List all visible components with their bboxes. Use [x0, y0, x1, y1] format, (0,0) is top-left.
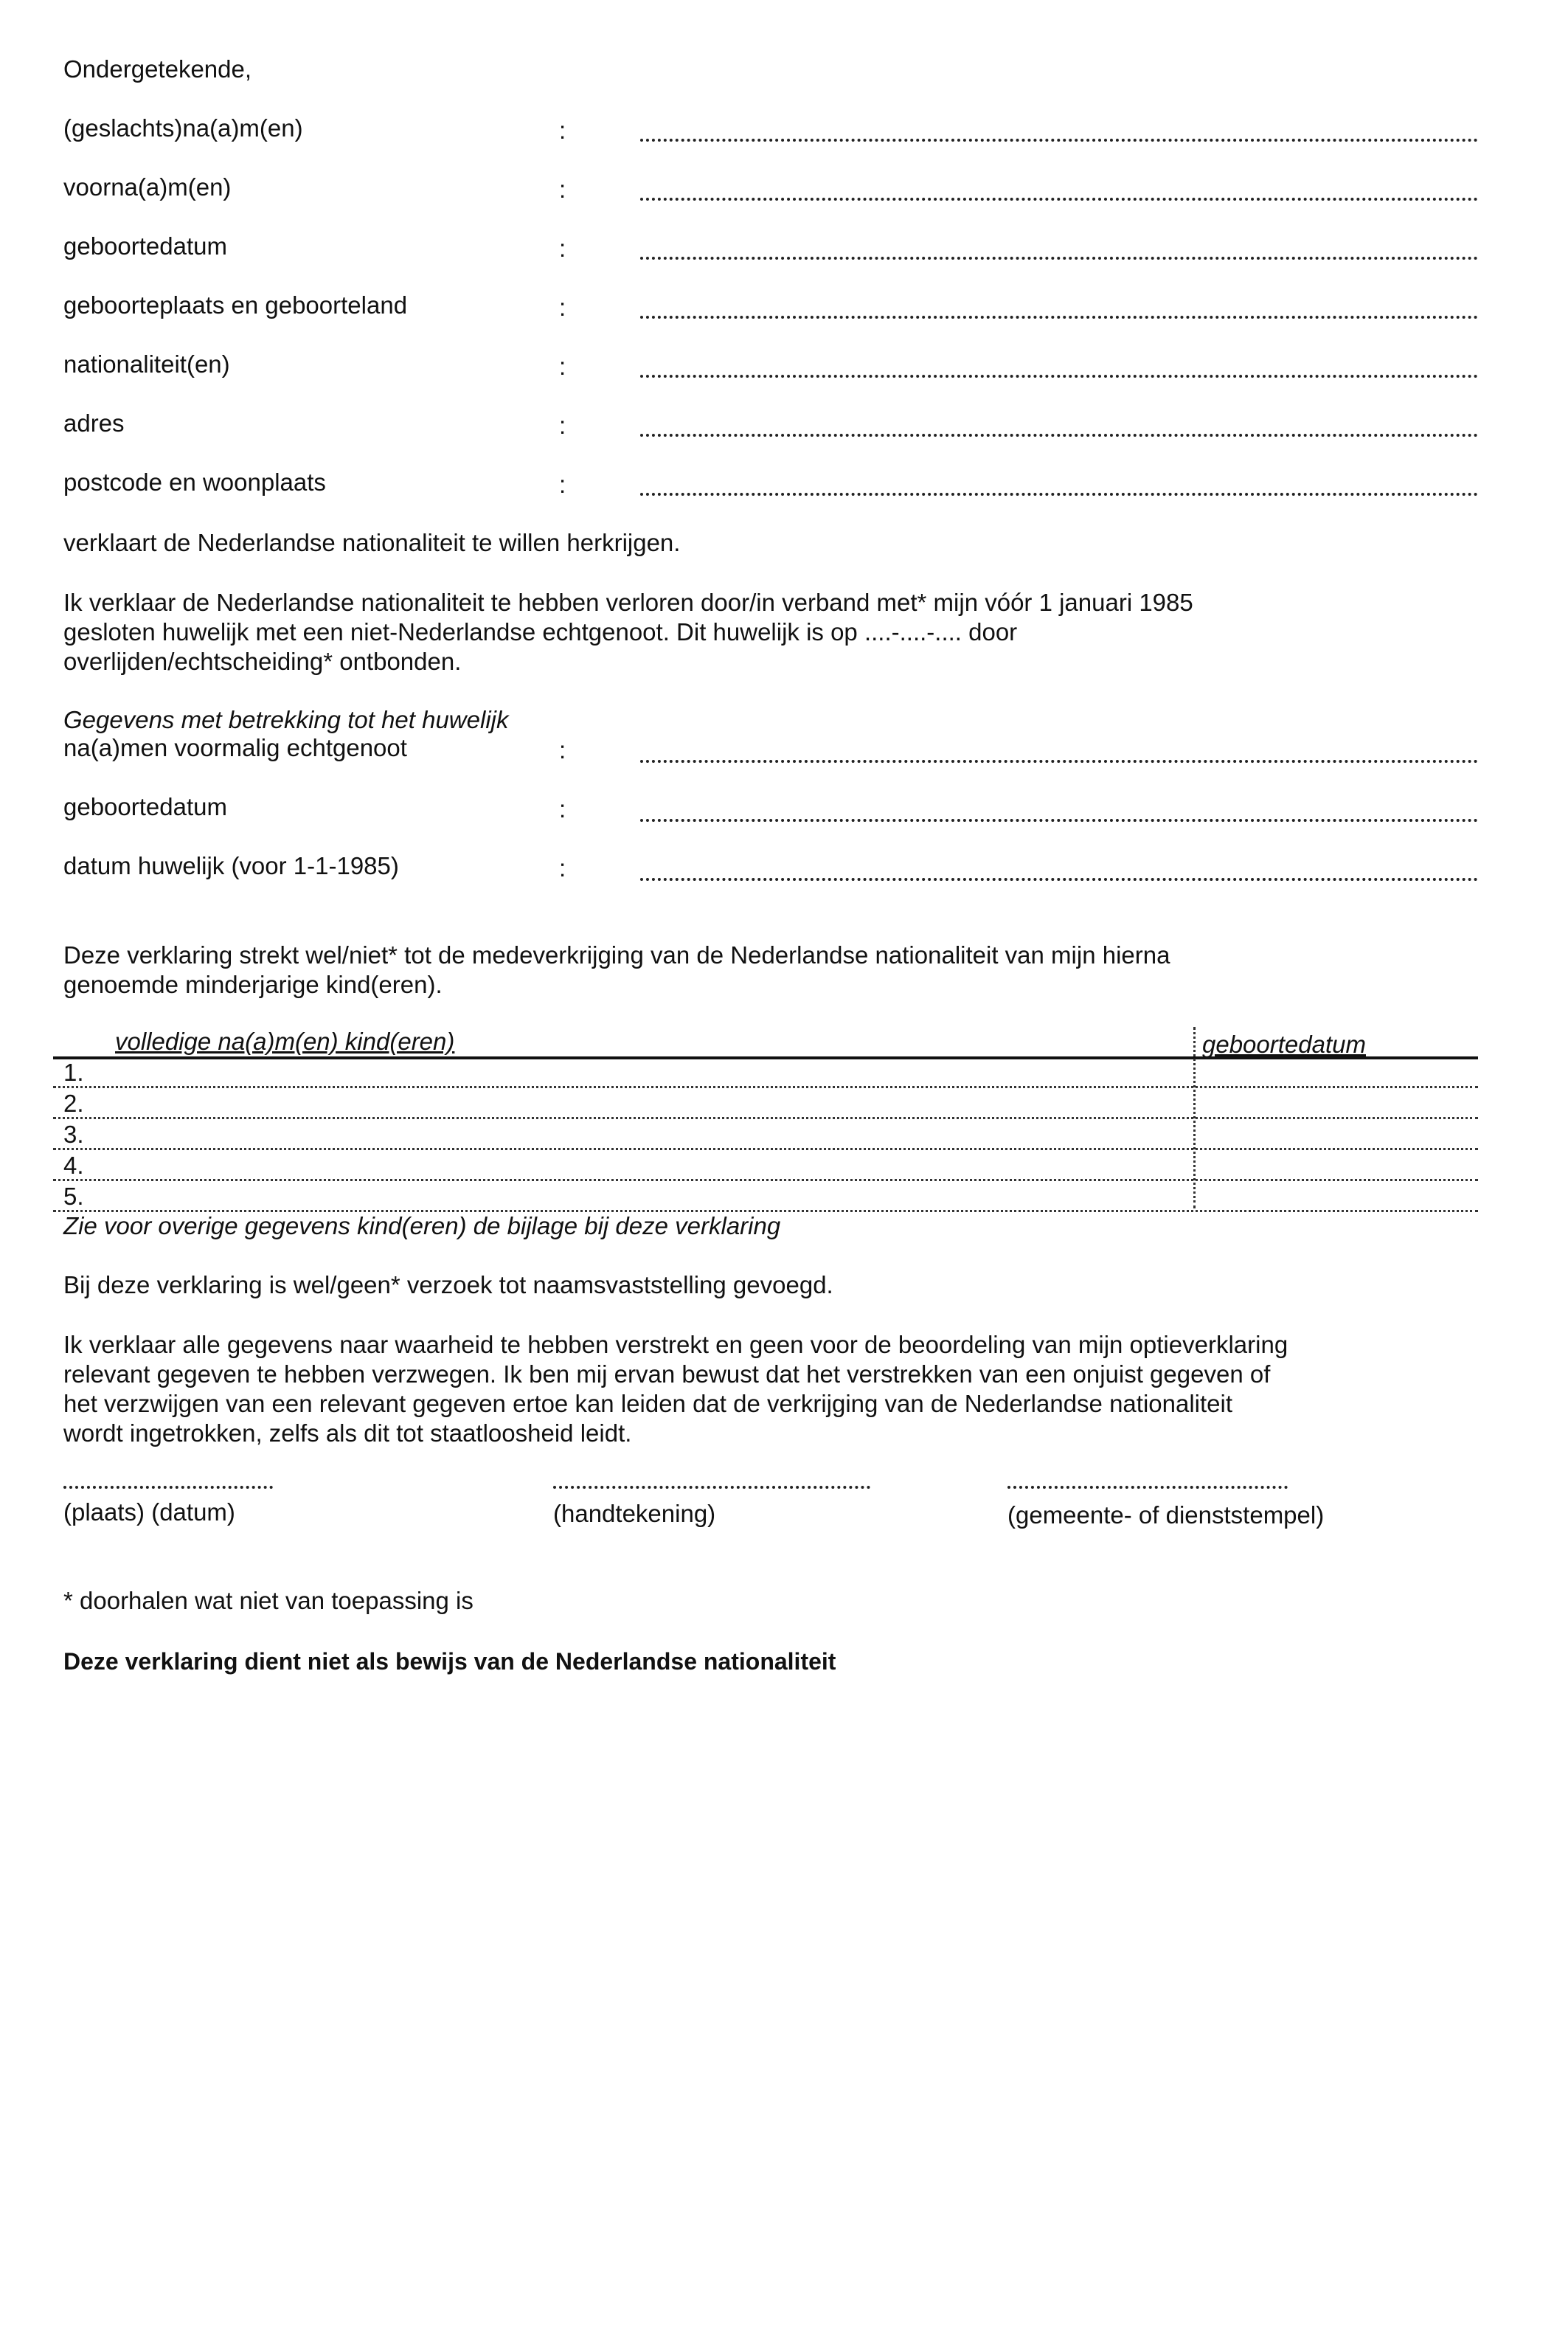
table-row-number: 2. [63, 1090, 84, 1117]
name-request-text: Bij deze verklaring is wel/geen* verzoek tot naamsvaststelling gevoegd. [63, 1271, 833, 1298]
field-colon: : [559, 854, 566, 882]
table-row-line[interactable] [53, 1086, 1478, 1088]
field-line-nationality[interactable] [640, 375, 1478, 378]
loss-line-2: gesloten huwelijk met een niet-Nederlandse echtgenoot. Dit huwelijk is op ....-....-.... door [63, 618, 1018, 646]
field-label-birthdate: geboortedatum [63, 232, 227, 260]
truth-line-2: relevant gegeven te hebben verzwegen. Ik ben mij ervan bewust dat het verstrekken van een onjuist gegeven of [63, 1360, 1271, 1388]
field-label-postcode: postcode en woonplaats [63, 468, 326, 496]
signature-caption-place-date: (plaats) (datum) [63, 1498, 235, 1526]
children-line-2: genoemde minderjarige kind(eren). [63, 971, 443, 998]
signature-caption-stamp: (gemeente- of dienststempel) [1007, 1501, 1325, 1529]
field-line-former-spouse[interactable] [640, 760, 1478, 763]
table-row-line[interactable] [53, 1179, 1478, 1181]
column-header-name: volledige na(a)m(en) kind(eren) [115, 1028, 455, 1055]
footnote-text: * doorhalen wat niet van toepassing is [63, 1587, 473, 1614]
truth-line-1: Ik verklaar alle gegevens naar waarheid te hebben verstrekt en geen voor de beoordeling van mijn optieverklaring [63, 1331, 1288, 1358]
field-line-birthdate[interactable] [640, 257, 1478, 260]
field-label-marriage-date: datum huwelijk (voor 1-1-1985) [63, 852, 399, 879]
field-line-firstnames[interactable] [640, 198, 1478, 201]
field-line-surname[interactable] [640, 139, 1478, 142]
field-colon: : [559, 471, 566, 498]
field-label-nationality: nationaliteit(en) [63, 350, 230, 378]
table-footnote: Zie voor overige gegevens kind(eren) de bijlage bij deze verklaring [63, 1212, 781, 1239]
field-colon: : [559, 117, 566, 144]
field-colon: : [559, 353, 566, 380]
field-line-address[interactable] [640, 434, 1478, 437]
field-colon: : [559, 736, 566, 764]
field-colon: : [559, 235, 566, 262]
signature-line-place-date[interactable] [63, 1486, 273, 1489]
table-row-line[interactable] [53, 1117, 1478, 1119]
field-label-address: adres [63, 409, 125, 437]
table-row-number: 1. [63, 1059, 84, 1086]
field-line-birthplace[interactable] [640, 316, 1478, 319]
table-row-line[interactable] [53, 1148, 1478, 1150]
declaration-text: verklaart de Nederlandse nationaliteit te willen herkrijgen. [63, 529, 681, 556]
table-header-rule [53, 1056, 1478, 1059]
field-label-surname: (geslachts)na(a)m(en) [63, 114, 303, 142]
signature-line-stamp[interactable] [1007, 1486, 1288, 1489]
loss-line-3: overlijden/echtscheiding* ontbonden. [63, 648, 462, 675]
field-label-former-spouse: na(a)men voormalig echtgenoot [63, 734, 407, 761]
field-label-birthplace: geboorteplaats en geboorteland [63, 291, 408, 319]
field-colon: : [559, 412, 566, 439]
table-row-number: 5. [63, 1183, 84, 1210]
column-header-birthdate: geboortedatum [1202, 1031, 1366, 1058]
field-colon: : [559, 294, 566, 321]
field-line-marriage-date[interactable] [640, 878, 1478, 881]
signature-line-signature[interactable] [553, 1486, 870, 1489]
signature-caption-signature: (handtekening) [553, 1500, 716, 1527]
table-row-number: 3. [63, 1121, 84, 1148]
table-row-number: 4. [63, 1152, 84, 1179]
field-colon: : [559, 795, 566, 823]
truth-line-4: wordt ingetrokken, zelfs als dit tot staatloosheid leidt. [63, 1419, 632, 1447]
field-line-postcode[interactable] [640, 493, 1478, 496]
marriage-heading: Gegevens met betrekking tot het huwelijk [63, 706, 509, 733]
children-line-1: Deze verklaring strekt wel/niet* tot de medeverkrijging van de Nederlandse nationaliteit van mijn hierna [63, 941, 1170, 969]
field-line-spouse-birthdate[interactable] [640, 819, 1478, 822]
field-colon: : [559, 176, 566, 203]
truth-line-3: het verzwijgen van een relevant gegeven ertoe kan leiden dat de verkrijging van de Nederlandse nationaliteit [63, 1390, 1233, 1417]
loss-line-1: Ik verklaar de Nederlandse nationaliteit te hebben verloren door/in verband met* mijn vóór 1 januari 1985 [63, 589, 1193, 616]
disclaimer-text: Deze verklaring dient niet als bewijs van de Nederlandse nationaliteit [63, 1648, 836, 1675]
field-label-spouse-birthdate: geboortedatum [63, 793, 227, 820]
intro-text: Ondergetekende, [63, 55, 252, 83]
field-label-firstnames: voorna(a)m(en) [63, 173, 232, 201]
